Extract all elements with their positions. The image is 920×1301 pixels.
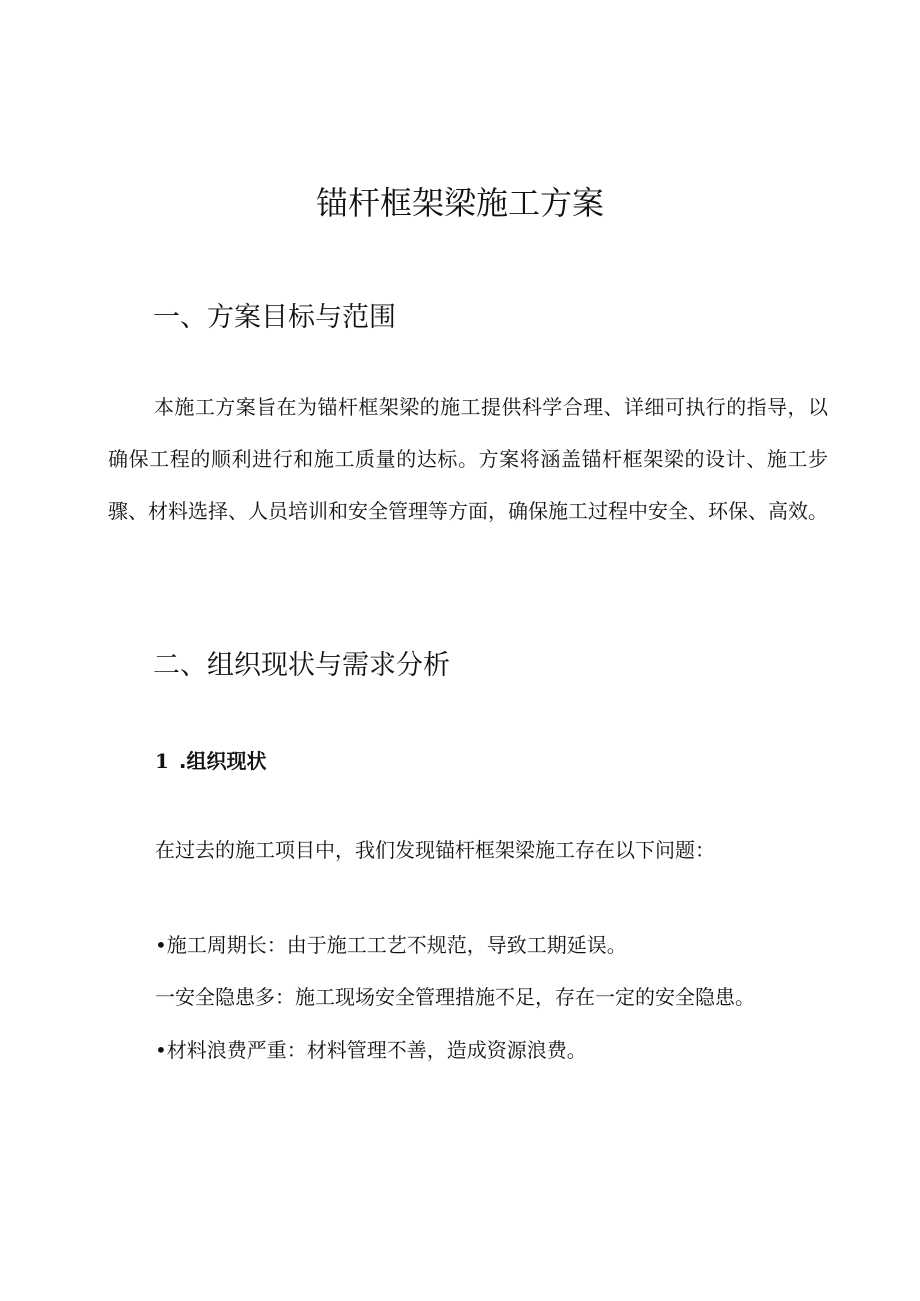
section-heading-goals-scope: 一、方案目标与范围	[153, 302, 396, 333]
document-title: 锚杆框架梁施工方案	[315, 184, 604, 222]
subsection-label: .组织现状	[178, 749, 267, 773]
list-item-safety-hazards: 一安全隐患多：施工现场安全管理措施不足，存在一定的安全隐患。	[155, 985, 755, 1009]
problems-intro: 在过去的施工项目中，我们发现锚杆框架梁施工存在以下问题：	[155, 838, 715, 862]
list-item-material-waste: •材料浪费严重：材料管理不善，造成资源浪费。	[155, 1038, 587, 1062]
subsection-heading-org-status	[155, 745, 267, 774]
subsection-number: 1	[155, 749, 169, 773]
list-item-long-cycle: •施工周期长：由于施工工艺不规范，导致工期延误。	[155, 933, 627, 957]
section-paragraph-goals-scope: 本施工方案旨在为锚杆框架梁的施工提供科学合理、详细可执行的指导，以确保工程的顺利进行和施工质量的达标。方案将涵盖锚杆框架梁的设计、施工步骤、材料选择、人员培训和安全管理等方面，确保施工过程中安全、环保、高效。	[108, 395, 828, 523]
section-heading-status-analysis: 二、组织现状与需求分析	[153, 650, 450, 681]
